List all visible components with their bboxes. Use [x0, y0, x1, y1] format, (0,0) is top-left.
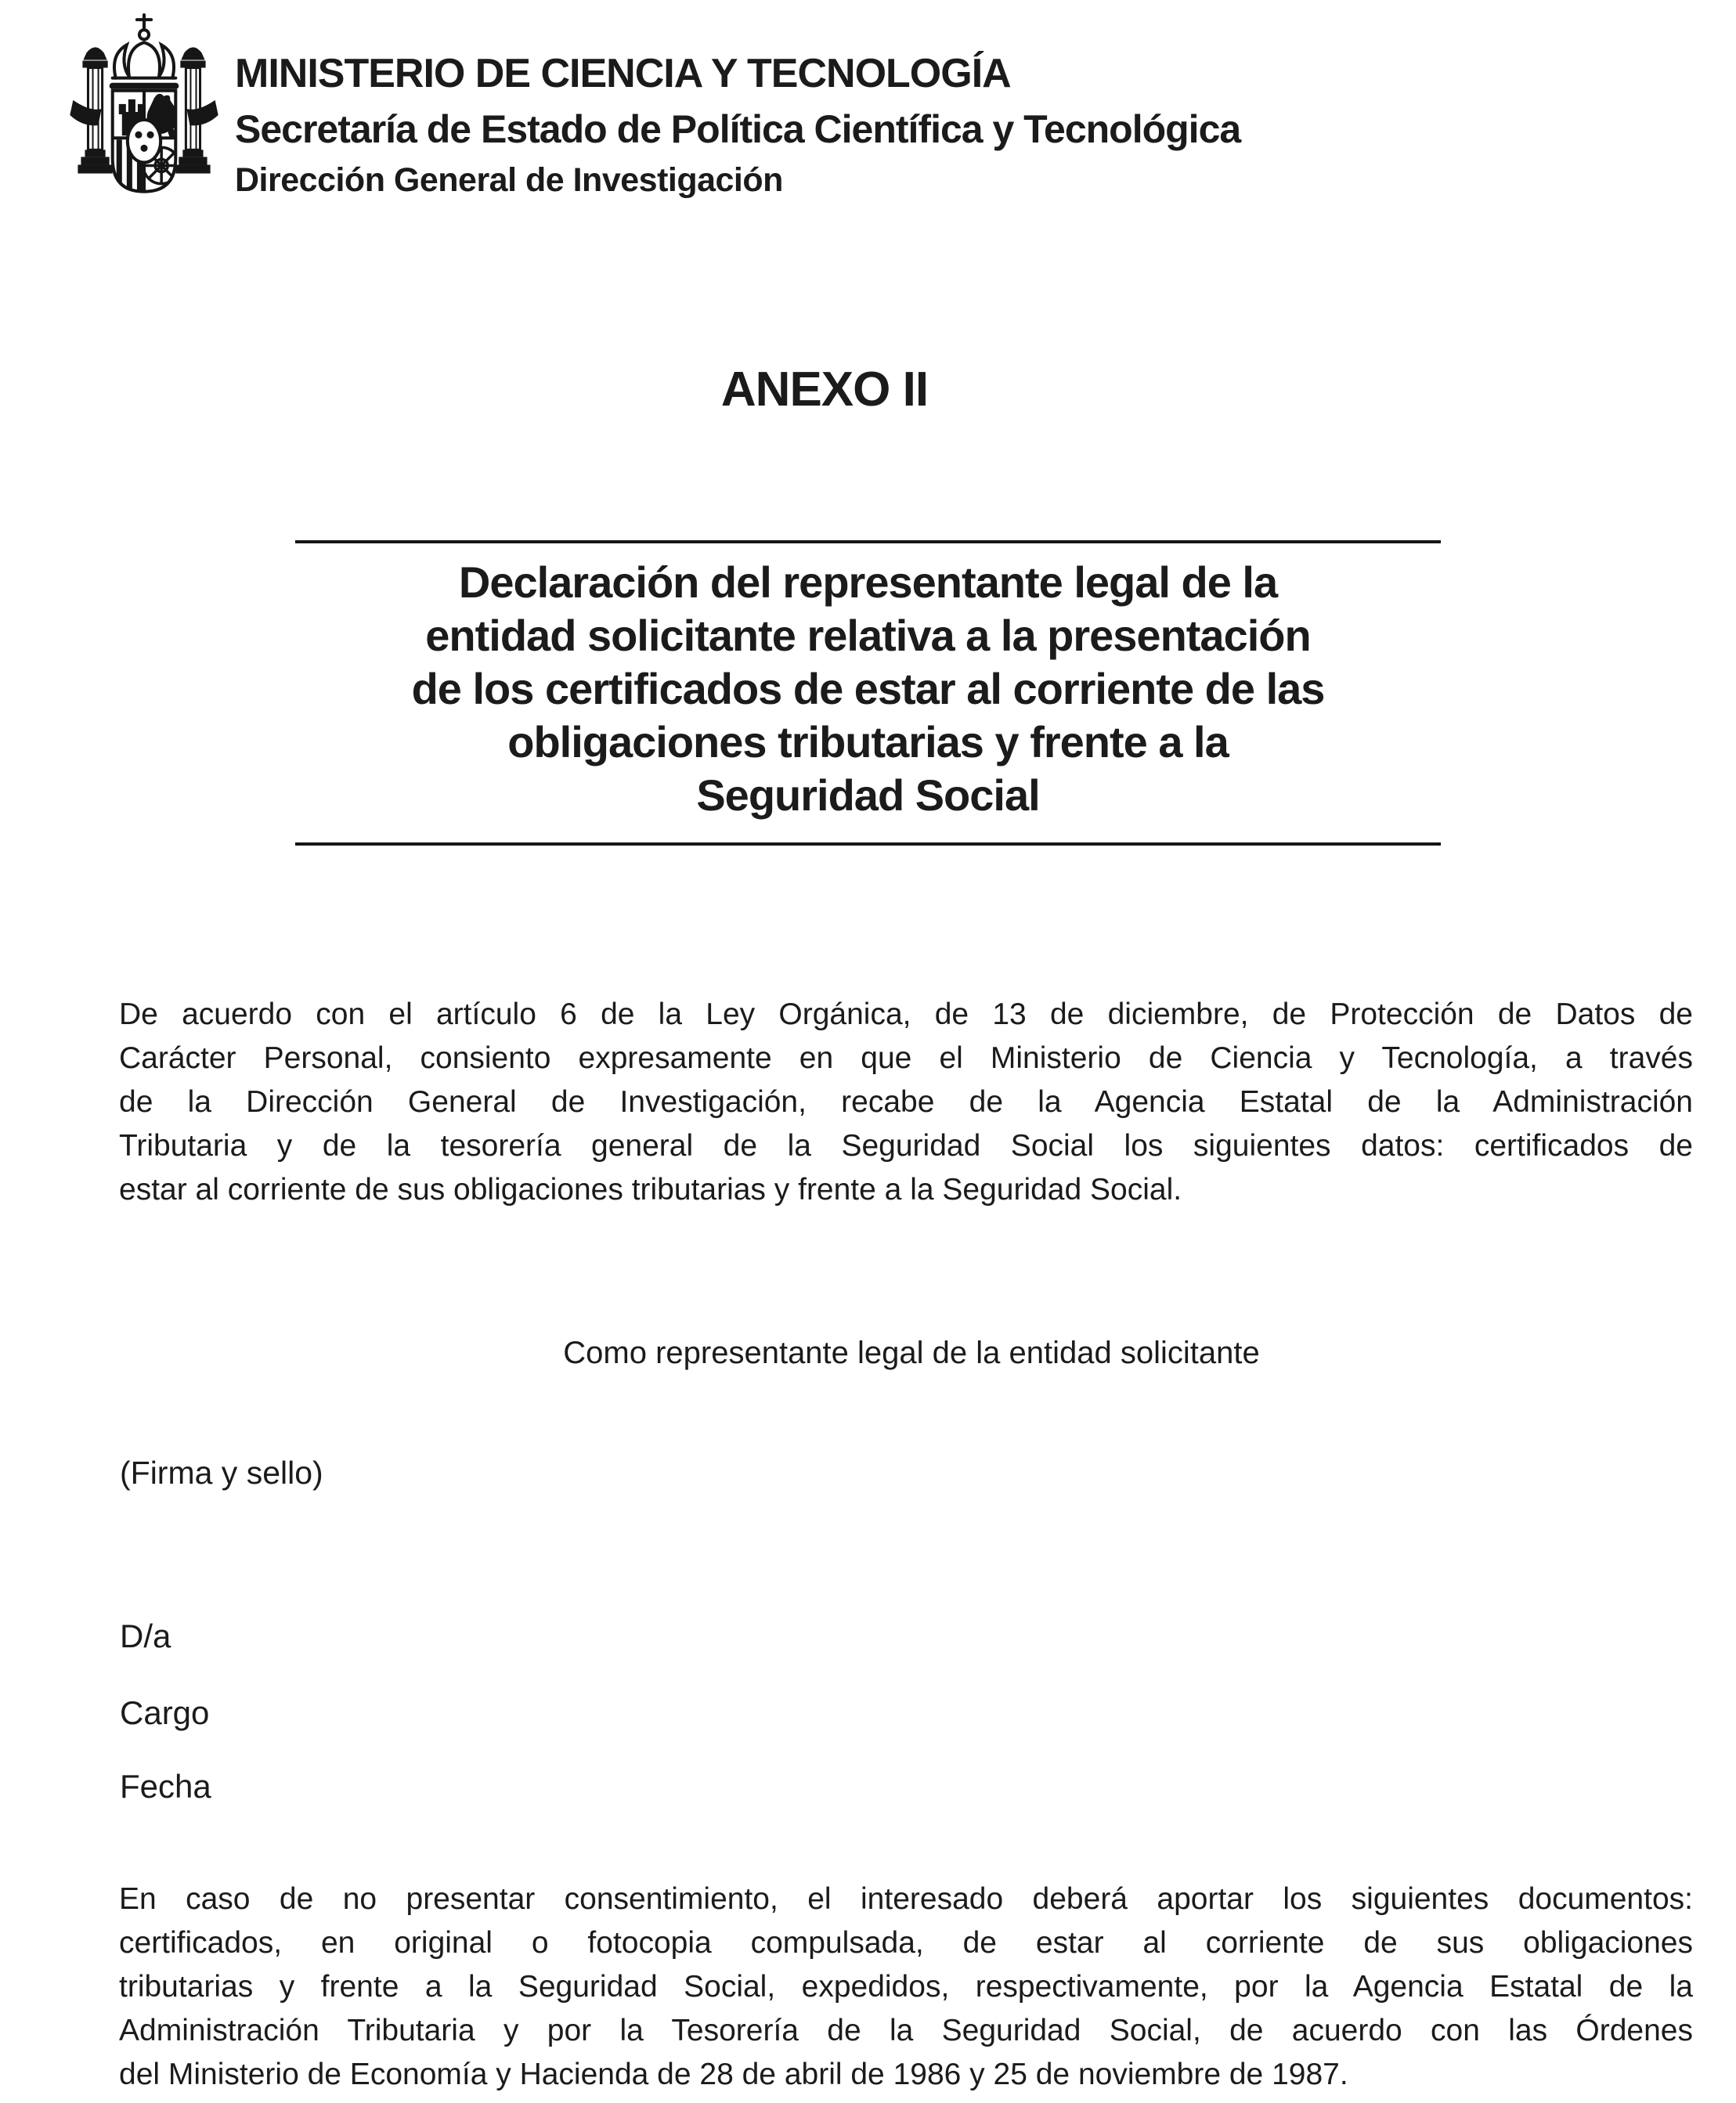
- annex-heading: ANEXO II: [720, 363, 929, 417]
- declaration-title-line: entidad solicitante relativa a la presentación: [425, 611, 1311, 660]
- field-label-fecha: Fecha: [120, 1768, 211, 1805]
- royal-crown: [113, 15, 176, 86]
- declaration-title-box: [295, 540, 1441, 846]
- paragraph-line: del Ministerio de Economía y Hacienda de 28 de abril de 1986 y 25 de noviembre de 1987.: [119, 2058, 1348, 2091]
- consent-paragraph: [119, 993, 1693, 1212]
- representative-line: Como representante legal de la entidad solicitante: [563, 1336, 1260, 1370]
- paragraph-line: Administración Tributaria y por la Tesorería de la Seguridad Social, de acuerdo con las Órdenes: [119, 2014, 1693, 2047]
- declaration-title-line: Seguridad Social: [696, 770, 1040, 820]
- secretaria-title: Secretaría de Estado de Política Científica y Tecnológica: [235, 107, 1241, 151]
- ministry-header: [235, 45, 1240, 204]
- closing-paragraph: [119, 1878, 1693, 2097]
- declaration-title-line: obligaciones tributarias y frente a la: [507, 717, 1229, 767]
- paragraph-line: Tributaria y de la tesorería general de la Seguridad Social los siguientes datos: certificados de: [119, 1129, 1693, 1163]
- bourbon-oval: [128, 120, 161, 162]
- paragraph-line: De acuerdo con el artículo 6 de la Ley Orgánica, de 13 de diciembre, de Protección de Datos de: [119, 997, 1693, 1031]
- field-label-cargo: Cargo: [120, 1694, 210, 1731]
- field-label-da: D/a: [120, 1618, 171, 1654]
- paragraph-line: Carácter Personal, consiento expresamente en que el Ministerio de Ciencia y Tecnología, a través: [119, 1041, 1693, 1075]
- paragraph-line: En caso de no presentar consentimiento, el interesado deberá aportar los siguientes documentos:: [119, 1882, 1693, 1916]
- paragraph-line: tributarias y frente a la Seguridad Social, expedidos, respectivamente, por la Agencia Estatal de la: [119, 1970, 1693, 2004]
- paragraph-line: de la Dirección General de Investigación, recabe de la Agencia Estatal de la Administración: [119, 1085, 1693, 1119]
- declaration-title-line: de los certificados de estar al corriente de las: [411, 664, 1325, 713]
- signature-seal-label: (Firma y sello): [120, 1455, 323, 1491]
- direccion-title: Dirección General de Investigación: [235, 161, 783, 199]
- spain-coat-of-arms-icon: [38, 8, 251, 222]
- paragraph-line: certificados, en original o fotocopia compulsada, de estar al corriente de sus obligaciones: [119, 1926, 1693, 1960]
- declaration-title-line: Declaración del representante legal de la: [458, 557, 1278, 607]
- ministry-name: MINISTERIO DE CIENCIA Y TECNOLOGÍA: [235, 51, 1011, 96]
- paragraph-line: estar al corriente de sus obligaciones tributarias y frente a la Seguridad Social.: [119, 1173, 1182, 1207]
